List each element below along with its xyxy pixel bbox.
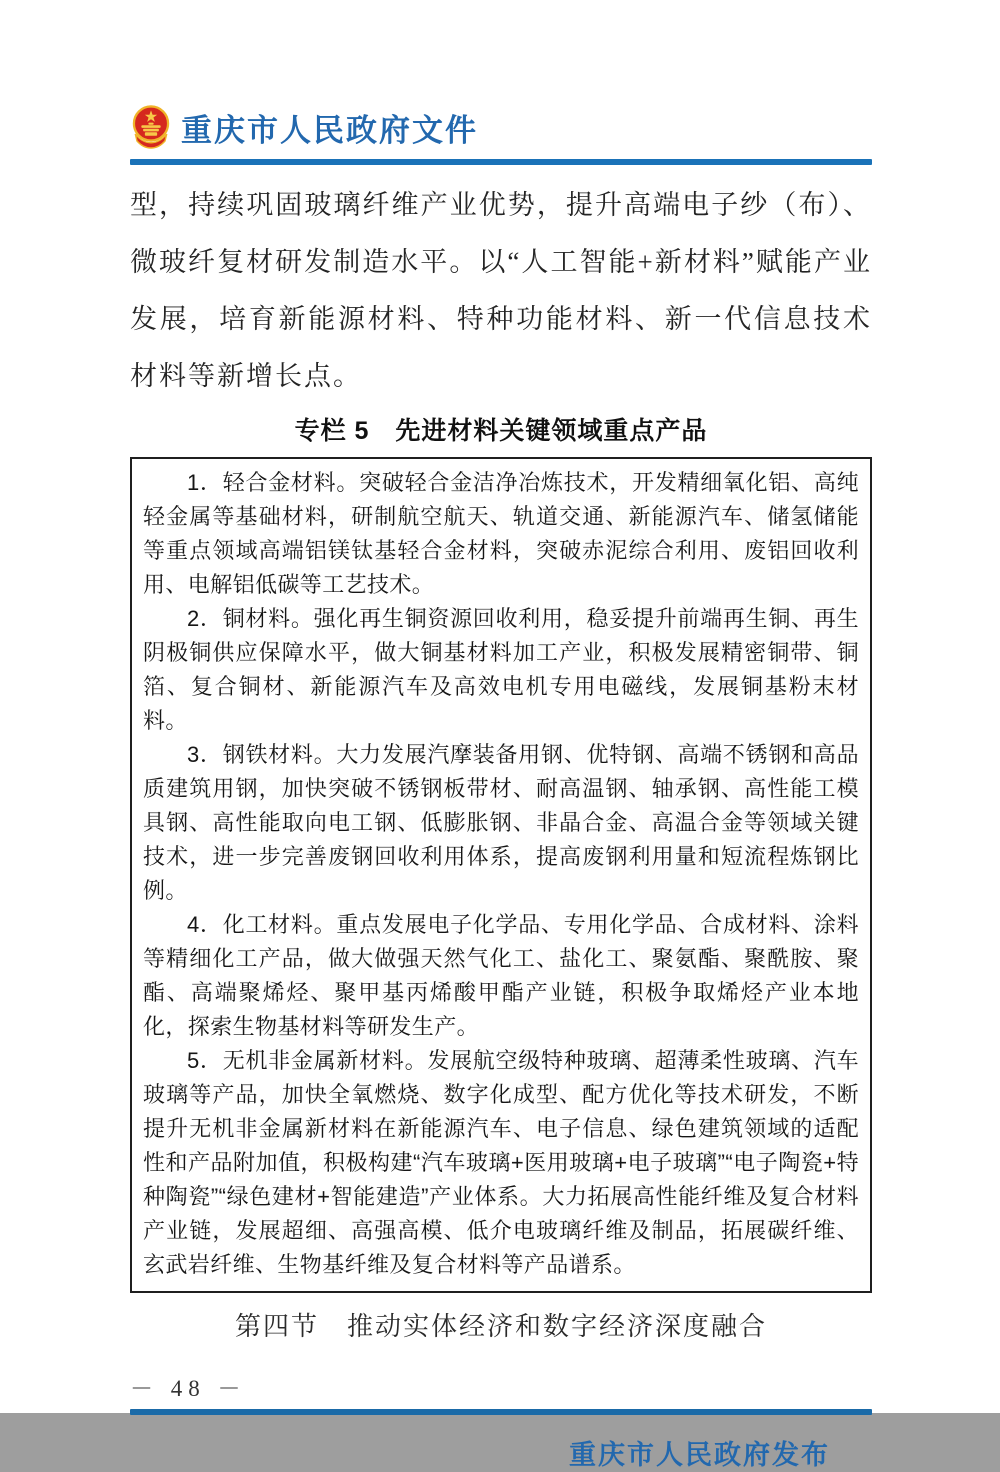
box-item-5: 5．无机非金属新材料。发展航空级特种玻璃、超薄柔性玻璃、汽车玻璃等产品，加快全氧燃烧、数字化成型、配方优化等技术研发，不断提升无机非金属新材料在新能源汽车、电子信息、绿色建筑领域的适配性和产品附加值，积极构建“汽车玻璃+医用玻璃+电子玻璃”“电子陶瓷+特种陶瓷”“绿色建材+智能建造”产业体系。大力拓展高性能纤维及复合材料产业链，发展超细、高强高模、低介电玻璃纤维及制品，拓展碳纤维、玄武岩纤维、生物基纤维及复合材料等产品谱系。 <box>143 1048 859 1277</box>
header-divider-rule <box>130 159 872 165</box>
national-emblem-icon <box>130 104 172 150</box>
box-item-1: 1．轻合金材料。突破轻合金洁净冶炼技术，开发精细氧化铝、高纯轻金属等基础材料，研制航空航天、轨道交通、新能源汽车、储氢储能等重点领域高端铝镁钛基轻合金材料，突破赤泥综合利用、废铝回收利用、电解铝低碳等工艺技术。 <box>143 470 859 597</box>
box-item-3: 3．钢铁材料。大力发展汽摩装备用钢、优特钢、高端不锈钢和高品质建筑用钢，加快突破不锈钢板带材、耐高温钢、轴承钢、高性能工模具钢、高性能取向电工钢、低膨胀钢、非晶合金、高温合金等领域关键技术，进一步完善废钢回收利用体系，提高废钢利用量和短流程炼钢比例。 <box>143 742 859 903</box>
box-item-4: 4．化工材料。重点发展电子化学品、专用化学品、合成材料、涂料等精细化工产品，做大做强天然气化工、盐化工、聚氨酯、聚酰胺、聚酯、高端聚烯烃、聚甲基丙烯酸甲酯产业链，积极争取烯烃产业本地化，探索生物基材料等研发生产。 <box>143 912 859 1039</box>
page-content <box>130 104 872 1472</box>
document-header-title: 重庆市人民政府文件 <box>181 112 478 148</box>
page-number: － 48 － <box>130 1376 247 1401</box>
box-item-2: 2．铜材料。强化再生铜资源回收利用，稳妥提升前端再生铜、再生阴极铜供应保障水平，做大铜基材料加工产业，积极发展精密铜带、铜箔、复合铜材、新能源汽车及高效电机专用电磁线，发展铜基粉末材料。 <box>143 606 859 733</box>
publisher-label: 重庆市人民政府发布 <box>569 1440 830 1470</box>
column-box-title: 专栏 5 先进材料关键领域重点产品 <box>294 417 708 445</box>
section-heading: 第四节 推动实体经济和数字经济深度融合 <box>234 1312 767 1341</box>
column-box <box>130 457 872 1293</box>
body-paragraph: 型，持续巩固玻璃纤维产业优势，提升高端电子纱（布）、微玻纤复材研发制造水平。以“人工智能+新材料”赋能产业发展，培育新能源材料、特种功能材料、新一代信息技术材料等新增长点。 <box>130 190 872 391</box>
document-header <box>130 104 872 150</box>
footer-divider-rule <box>130 1409 872 1415</box>
